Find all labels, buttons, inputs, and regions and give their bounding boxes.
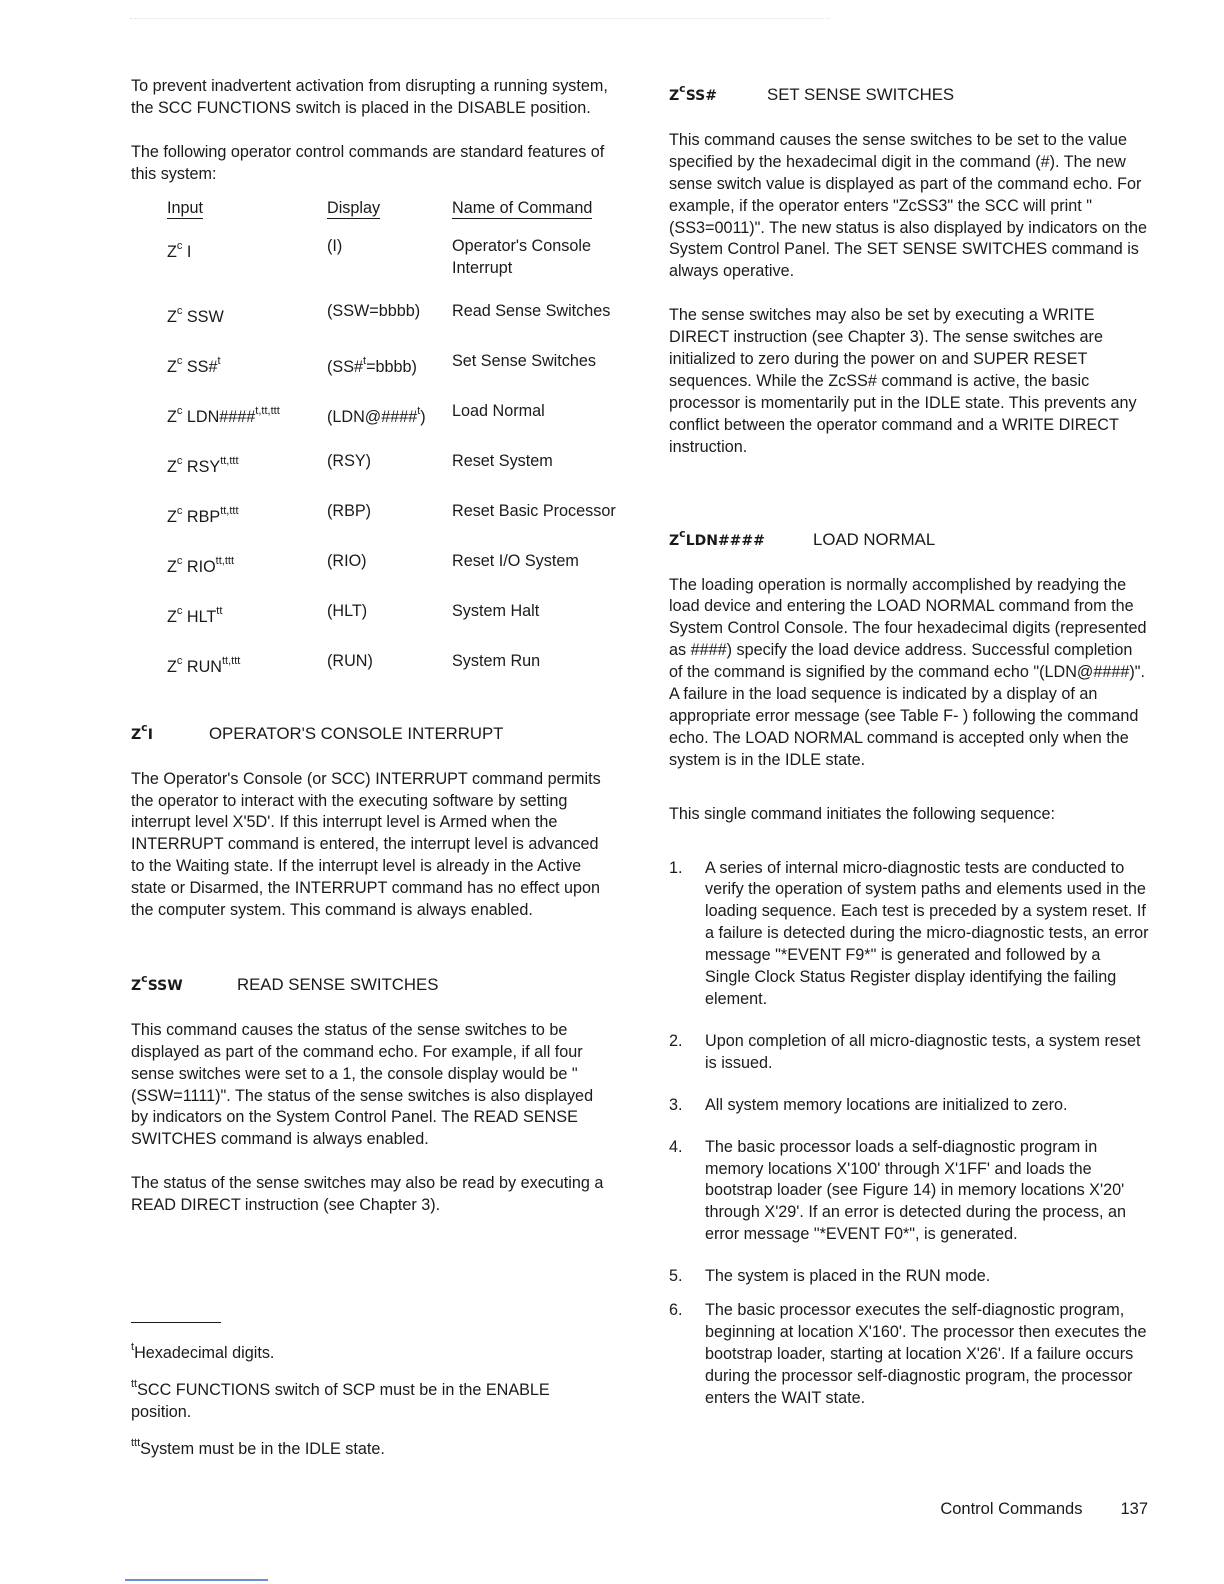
table-row — [167, 379, 622, 429]
list-item: 5. The system is placed in the RUN mode. — [669, 1267, 991, 1286]
cell-input: $Z^c$ $RIO^{tt,ttt}$ — [167, 554, 235, 576]
cell-display: (I) — [327, 236, 343, 255]
footnotes — [131, 1322, 613, 1470]
section-heading-ldn — [669, 523, 1149, 553]
section-title: LOAD NORMAL — [813, 529, 936, 549]
cell-display: (LDN@####$^t$) — [327, 405, 426, 427]
page-footer — [940, 1500, 1148, 1519]
cell-display: (RBP) — [327, 502, 372, 521]
table-header-display: Display — [327, 198, 381, 217]
cell-name: Reset Basic Processor — [452, 502, 616, 521]
interrupt-description: The Operator's Console (or SCC) INTERRUPT command permits the operator to interact with the executing software by setting interrupt level X'5D'. If this interrupt level is Armed when the INTERRUPT command is entered, the interrupt level is advanced to the Waiting state. If the interrupt level is already in the Active state or Disarmed, the INTERRUPT command has no effect upon the computer system. This command is always enabled. — [131, 769, 601, 920]
cell-input: $Z^c$ $RSY^{tt,ttt}$ — [167, 455, 239, 477]
table-row — [167, 629, 622, 679]
command-code: $Z^cLDN\#\#\#\#$ — [669, 526, 765, 549]
section-title: OPERATOR'S CONSOLE INTERRUPT — [209, 723, 504, 743]
list-item: 3. All system memory locations are initialized to zero. — [669, 1095, 1068, 1114]
table-header-input: Input — [167, 198, 204, 217]
section-title: SET SENSE SWITCHES — [767, 85, 955, 104]
left-column — [131, 76, 616, 1458]
ss-description: This command causes the sense switches to be set to the value specified by the hexadecimal digit in the command (#). The new sense switch value is displayed as part of the command echo. For example, if the operator enters "ZcSS3" the SCC will print "(SS3=0011)". The new status is also displayed by indicators on the System Control Panel. The SET SENSE SWITCHES command is always operative. — [669, 130, 1148, 281]
cell-name: System Run — [452, 651, 541, 670]
cell-name: Reset System — [452, 452, 553, 471]
cell-input: $Z^c$ SSW — [167, 305, 224, 327]
cell-name: Load Normal — [452, 402, 545, 421]
footnote-divider — [131, 1322, 221, 1323]
command-code: $Z^cSSW$ — [131, 971, 183, 994]
ldn-sequence-intro: This single command initiates the following sequence: — [669, 804, 1056, 823]
cell-input: $Z^c$ LDN####$^{t,tt,ttt}$ — [167, 405, 280, 427]
cell-display: (SS#$^t$=bbbb) — [327, 355, 417, 377]
cell-name: Reset I/O System — [452, 551, 579, 570]
ldn-sequence-list — [669, 858, 1149, 1410]
section-title: READ SENSE SWITCHES — [237, 974, 439, 994]
table-row — [167, 429, 622, 479]
ssw-description: This command causes the status of the sense switches to be displayed as part of the command echo. For example, if all four sense switches were set to a 1, the console display would be "(SSW=1111)". The status of the sense switches is also displayed by indicators on the System Control Panel. The READ SENSE SWITCHES command is always enabled. — [131, 1020, 594, 1149]
footnote: $^{ttt}$System must be in the IDLE state. — [131, 1436, 385, 1458]
list-item: 4. The basic processor loads a self-diagnostic program in memory locations X'100' through X'1FF' and loads the bootstrap loader (see Figure 14) in memory locations X'20' through X'29'. If an error is detected during the process, an error message "*EVENT F0*", is generated. — [669, 1137, 1127, 1244]
command-table — [167, 194, 622, 679]
command-code: $Z^cSS\#$ — [669, 82, 717, 104]
cell-input: $Z^c$ $RBP^{tt,ttt}$ — [167, 505, 239, 527]
scan-artifact — [130, 18, 830, 21]
cell-name: Set Sense Switches — [452, 352, 596, 371]
section-heading-interrupt — [131, 717, 613, 747]
cell-display: (SSW=bbbb) — [327, 302, 421, 321]
table-row — [167, 529, 622, 579]
cell-input: $Z^c$ SS#$^t$ — [167, 355, 221, 377]
table-row — [167, 479, 622, 529]
footer-section-title: Control Commands — [940, 1500, 1083, 1518]
table-header-name: Name of Command — [452, 198, 593, 217]
cell-display: (RIO) — [327, 551, 367, 570]
cell-input: $Z^c$ I — [167, 239, 192, 261]
cell-name: Read Sense Switches — [452, 302, 611, 321]
cell-display: (RUN) — [327, 651, 373, 670]
intro-paragraph-1: To prevent inadvertent activation from disrupting a running system, the SCC FUNCTIONS switch is placed in the DISABLE position. — [131, 77, 608, 117]
table-row — [167, 220, 622, 280]
ssw-note: The status of the sense switches may also be read by executing a READ DIRECT instruction (see Chapter 3). — [131, 1174, 604, 1215]
table-row — [167, 329, 622, 379]
cell-input: $Z^c$ $RUN^{tt,ttt}$ — [167, 654, 241, 676]
scan-edge-bar — [125, 1579, 268, 1581]
cell-display: (HLT) — [327, 601, 368, 620]
list-item: 1. A series of internal micro-diagnostic tests are conducted to verify the operation of system paths and elements used in the loading sequence. Each test is preceded by a system reset. If a failure is detected during the micro-diagnostic tests, an error message "*EVENT F9*" is generated and followed by a Single Clock Status Register display identifying the failing element. — [669, 858, 1149, 1008]
section-heading-ssw — [131, 968, 613, 998]
right-column — [669, 76, 1149, 1430]
footnote: $^{tt}$SCC FUNCTIONS switch of SCP must be in the ENABLE position. — [131, 1377, 550, 1421]
cell-name: Operator's Console Interrupt — [452, 236, 591, 277]
cell-name: System Halt — [452, 601, 540, 620]
ss-note: The sense switches may also be set by executing a WRITE DIRECT instruction (see Chapter 3). The sense switches are initialized to zero during the power on and SUPER RESET sequences. While the ZcSS# command is active, the basic processor is momentarily put in the IDLE state. This prevents any conflict between the operator command and a WRITE DIRECT instruction. — [669, 306, 1137, 456]
list-item: 2. Upon completion of all micro-diagnostic tests, a system reset is issued. — [669, 1031, 1141, 1072]
page-number: 137 — [1120, 1500, 1148, 1518]
list-item: 6. The basic processor executes the self-diagnostic program, beginning at location X'160'. The processor then executes the bootstrap loader, starting at location X'26'. If a failure occurs during the processor self-diagnostic program, the processor enters the WAIT state. — [669, 1301, 1147, 1407]
cell-display: (RSY) — [327, 452, 372, 471]
ldn-description: The loading operation is normally accomplished by readying the load device and entering the LOAD NORMAL command from the System Control Console. The four hexadecimal digits (represented as ####) specify the load device address. Successful completion of the command is signified by the command echo "(LDN@####)". A failure in the load sequence is indicated by a display of an appropriate error message (see Table F- ) following the command echo. The LOAD NORMAL command is accepted only when the system is in the IDLE state. — [669, 575, 1147, 769]
cell-input: $Z^c$ $HLT^{tt}$ — [167, 604, 223, 626]
table-row — [167, 279, 622, 329]
section-heading-ss — [669, 78, 1149, 108]
footnote: $^t$Hexadecimal digits. — [131, 1341, 275, 1362]
command-code: $Z^cI$ — [131, 720, 153, 743]
table-row — [167, 579, 622, 629]
intro-paragraph-2: The following operator control commands are standard features of this system: — [131, 142, 605, 183]
